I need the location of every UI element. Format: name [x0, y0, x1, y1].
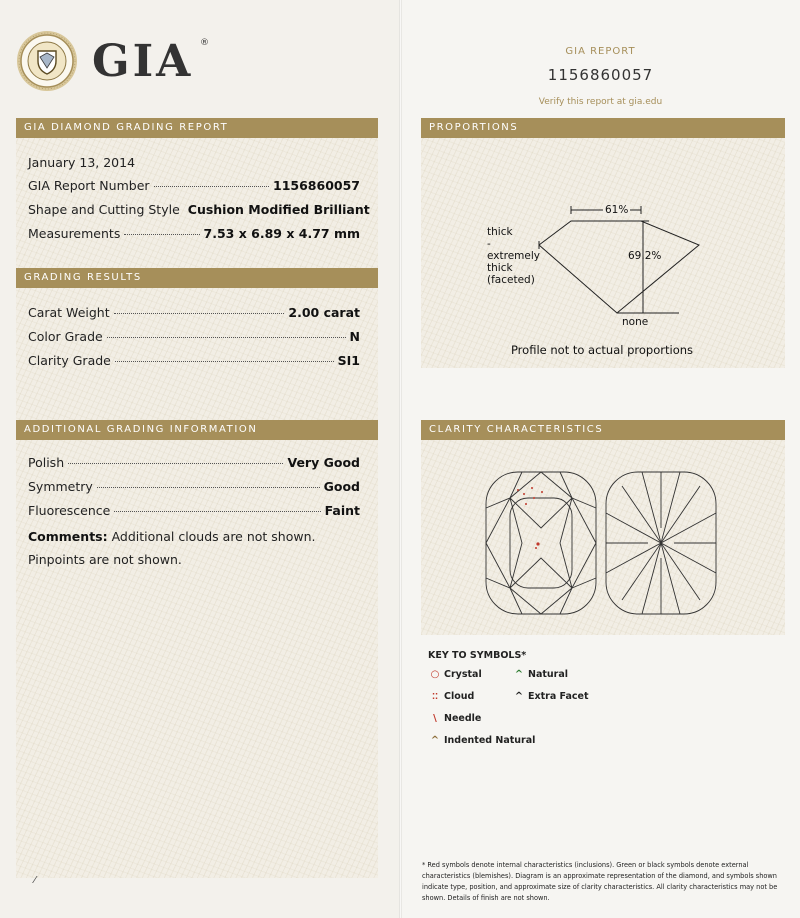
additional-row [28, 479, 360, 494]
girdle-line: - [487, 238, 491, 250]
key-extra-facet [512, 691, 589, 702]
extra-facet-symbol-icon: ^ [514, 691, 524, 702]
row-label: Carat Weight [28, 305, 110, 320]
row-value: 1156860057 [273, 178, 360, 193]
row-value: Cushion Modified Brilliant [187, 202, 370, 217]
dot-leader [114, 511, 320, 512]
crystal-symbol-icon: ○ [430, 669, 440, 680]
girdle-line: extremely [487, 250, 540, 262]
key-crystal [428, 669, 482, 680]
dot-leader [97, 487, 320, 488]
additional-row [28, 503, 360, 518]
pen-mark: ⁄ [34, 875, 36, 886]
grading-row [28, 329, 360, 344]
row-label: Color Grade [28, 329, 103, 344]
row-value: Faint [324, 503, 360, 518]
key-natural [512, 669, 568, 680]
row-label: Fluorescence [28, 503, 111, 518]
row-label: Polish [28, 455, 65, 470]
key-label: Needle [444, 713, 482, 724]
key-label: Crystal [444, 669, 482, 680]
cloud-symbol-icon: ⁚⁚ [431, 692, 439, 701]
report-date-text: January 13, 2014 [28, 155, 136, 170]
row-label: Symmetry [28, 479, 93, 494]
row-label: GIA Report Number [28, 178, 150, 193]
comments [28, 525, 363, 571]
section-diamond-grading-report: GIA DIAMOND GRADING REPORT [16, 118, 378, 138]
report-date [28, 155, 360, 170]
row-value: Very Good [287, 455, 360, 470]
grading-row [28, 353, 360, 368]
clarity-plot-pavilion [602, 468, 720, 618]
table-percent: 61% [605, 204, 629, 216]
dot-leader [154, 186, 269, 187]
natural-symbol-icon: ^ [514, 669, 524, 680]
section-additional-grading: ADDITIONAL GRADING INFORMATION [16, 420, 378, 440]
key-label: Natural [528, 669, 569, 680]
row-value: 2.00 carat [288, 305, 360, 320]
key-label: Indented Natural [444, 735, 536, 746]
proportions-note: Profile not to actual proportions [510, 343, 694, 357]
header-report-number: 1156860057 [547, 66, 654, 84]
gia-wordmark: GIA [92, 36, 194, 87]
key-needle [428, 713, 481, 724]
dot-leader [124, 234, 199, 235]
report-row [28, 178, 360, 193]
section-clarity: CLARITY CHARACTERISTICS [421, 420, 785, 440]
row-label: Measurements [28, 226, 121, 241]
key-indented-natural [428, 735, 535, 746]
girdle-line: (faceted) [487, 274, 535, 286]
section-grading-results: GRADING RESULTS [16, 268, 378, 288]
girdle-description [487, 226, 540, 286]
dot-leader [114, 313, 285, 314]
report-row [28, 202, 370, 217]
needle-symbol-icon: \ [433, 713, 437, 724]
key-label: Cloud [444, 691, 475, 702]
depth-percent: 69.2% [628, 250, 662, 262]
row-value: Good [323, 479, 360, 494]
key-title: KEY TO SYMBOLS* [428, 650, 527, 661]
grading-row [28, 305, 360, 320]
page-fold [399, 0, 402, 918]
row-label: Clarity Grade [28, 353, 111, 368]
row-value: N [349, 329, 360, 344]
row-value: 7.53 x 6.89 x 4.77 mm [203, 226, 360, 241]
gia-seal-logo [16, 30, 78, 92]
report-row [28, 226, 360, 241]
report-label: GIA REPORT [565, 46, 636, 57]
row-label: Shape and Cutting Style [28, 202, 180, 217]
key-cloud [428, 691, 474, 702]
indented-natural-symbol-icon: ^ [430, 735, 440, 746]
section-proportions: PROPORTIONS [421, 118, 785, 138]
registered-mark: ® [200, 38, 209, 48]
dot-leader [115, 361, 334, 362]
verify-link[interactable]: Verify this report at gia.edu [538, 97, 663, 107]
girdle-line: thick [487, 262, 513, 274]
comments-text: Additional clouds are not shown. Pinpoints are not shown. [28, 529, 316, 567]
clarity-plot-crown [482, 468, 600, 618]
girdle-line: thick [487, 226, 513, 238]
row-value: SI1 [337, 353, 360, 368]
diamond-profile [539, 221, 699, 313]
dot-leader [68, 463, 283, 464]
additional-row [28, 455, 360, 470]
culet-size: none [622, 316, 649, 328]
dot-leader [107, 337, 346, 338]
clarity-footnote: * Red symbols denote internal characteristics (inclusions). Green or black symbols denote external characteristics (blemishes). Diagram is an approximate representation of the diamond, and symbols shown indicate type, position, and approximate size of clarity characteristics. All clarity characteristics may not be shown. Details of finish are not shown. [422, 861, 778, 902]
comments-label: Comments: [28, 529, 108, 544]
key-label: Extra Facet [528, 691, 589, 702]
